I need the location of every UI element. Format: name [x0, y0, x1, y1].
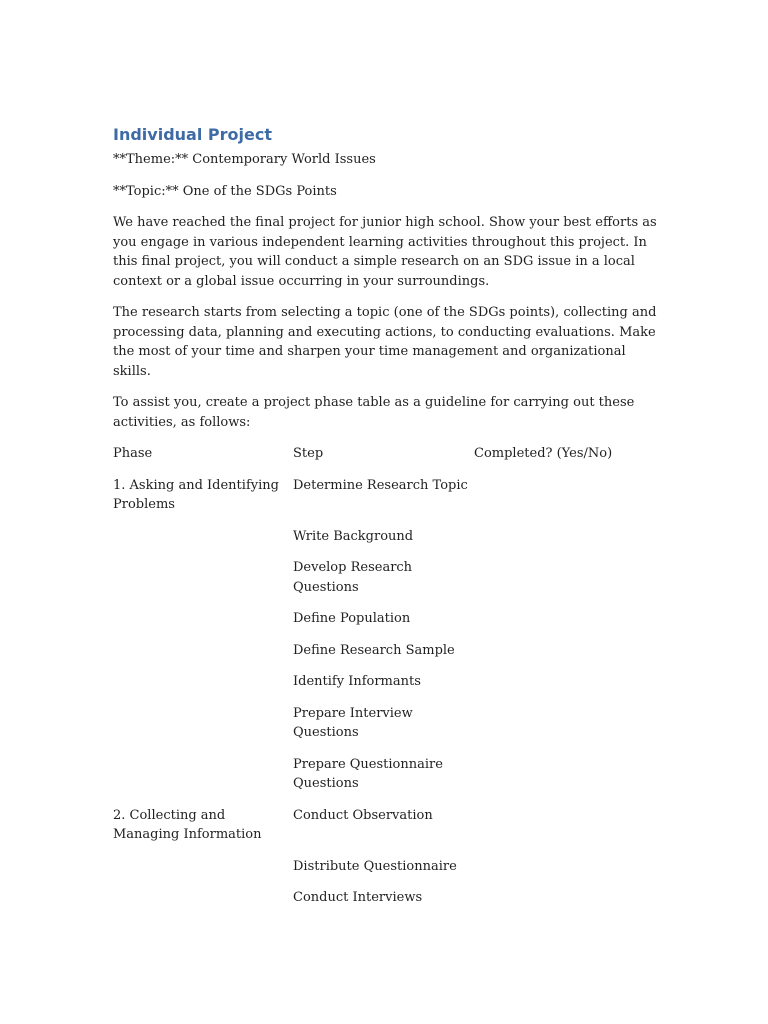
research-paragraph: The research starts from selecting a topic (one of the SDGs points), collecting and processing data, planning and executing actions, to conducting evaluations. Make the most of your time and sharpen your time management and organizational skills.	[113, 305, 657, 379]
instructions-paragraph: To assist you, create a project phase table as a guideline for carrying out these activities, as follows:	[113, 395, 635, 430]
table-header-completed: Completed? (Yes/No)	[474, 446, 613, 461]
table-cell-phase: 1. Asking and Identifying Problems	[113, 477, 279, 512]
table-cell-phase	[113, 672, 293, 704]
intro-paragraph: We have reached the final project for junior high school. Show your best efforts as you engage in various independent learning activities throughout this project. In this final project, you will conduct a simple research on an SDG issue in a local context or a global issue occurring in your surroundings.	[113, 215, 657, 289]
table-cell-phase	[113, 558, 293, 609]
table-header-phase: Phase	[113, 446, 153, 461]
theme-line: **Theme:** Contemporary World Issues	[113, 152, 376, 167]
page-title: Individual Project	[113, 125, 272, 144]
table-cell-step: Distribute Questionnaire	[293, 858, 457, 874]
table-cell-completed	[474, 609, 658, 641]
table-cell-completed	[474, 558, 658, 609]
table-cell-step: Develop Research Questions	[293, 560, 413, 595]
table-cell-step: Write Background	[293, 528, 414, 544]
table-cell-phase: 2. Collecting and Managing Information	[113, 807, 262, 842]
table-cell-completed	[474, 888, 658, 920]
table-cell-phase	[113, 527, 293, 559]
table-cell-step: Prepare Questionnaire Questions	[293, 756, 443, 791]
table-cell-step: Determine Research Topic	[293, 477, 468, 493]
table-cell-step: Identify Informants	[293, 674, 421, 689]
table-cell-step: Define Research Sample	[293, 642, 455, 658]
topic-line: **Topic:** One of the SDGs Points	[113, 183, 337, 199]
table-cell-completed	[474, 857, 658, 889]
table-cell-completed	[474, 755, 658, 806]
table-cell-phase	[113, 857, 293, 889]
document-content	[113, 124, 658, 920]
table-cell-phase	[113, 704, 293, 755]
table-cell-completed	[474, 806, 658, 857]
table-cell-phase	[113, 755, 293, 806]
table-cell-completed	[474, 641, 658, 673]
table-cell-completed	[474, 704, 658, 755]
table-cell-completed	[474, 672, 658, 704]
table-cell-step: Define Population	[293, 611, 411, 626]
table-cell-phase	[113, 641, 293, 673]
table-cell-completed	[474, 476, 658, 527]
table-cell-phase	[113, 609, 293, 641]
table-cell-completed	[474, 527, 658, 559]
table-cell-step: Conduct Observation	[293, 807, 433, 823]
table-header-step: Step	[293, 446, 324, 461]
table-cell-step: Conduct Interviews	[293, 890, 423, 905]
project-phase-table	[113, 444, 658, 920]
table-cell-step: Prepare Interview Questions	[293, 705, 413, 740]
table-cell-phase	[113, 888, 293, 920]
